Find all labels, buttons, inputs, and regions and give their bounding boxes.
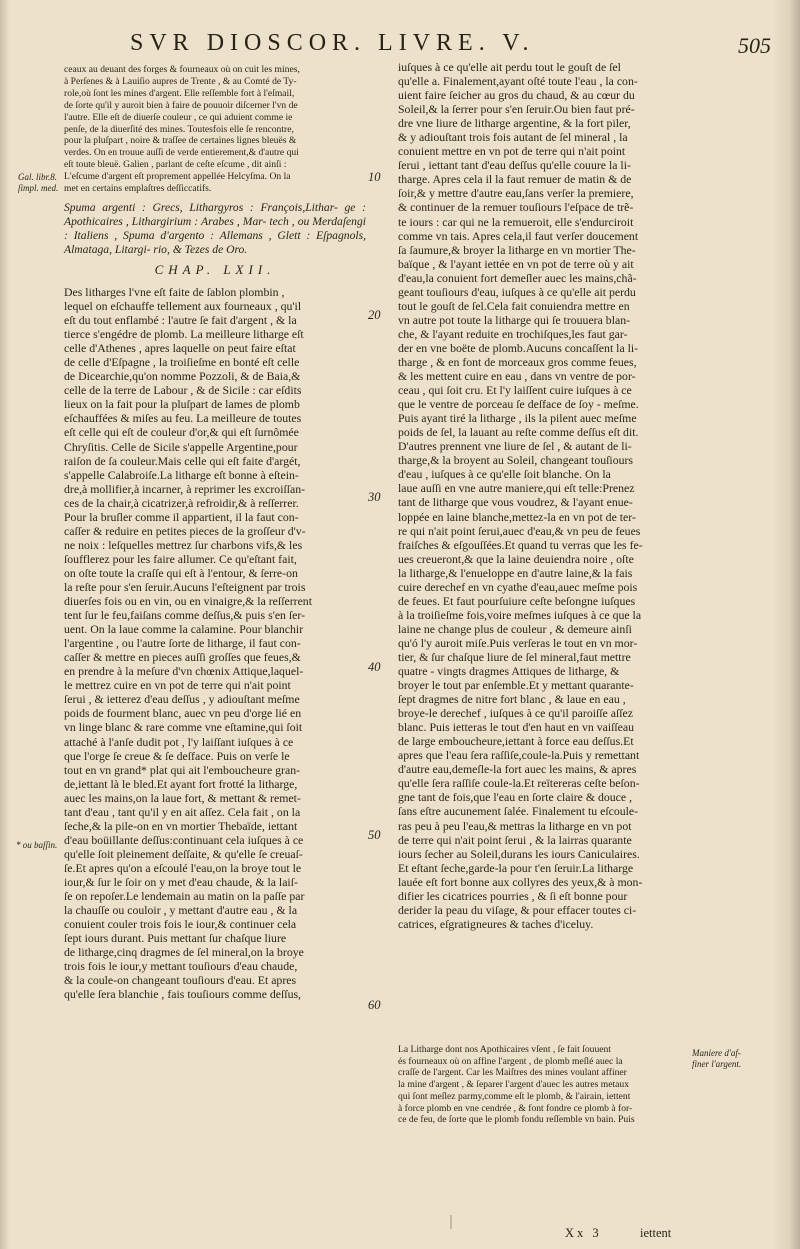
- text-line: & y adiouſtant trois fois autant de ſel mineral , la: [398, 130, 628, 145]
- right-column: [398, 60, 678, 931]
- chapter-body: [64, 285, 366, 1001]
- text-line: raiſon de ſa couleur.Mais celle qui eſt faite d'argét,: [64, 453, 301, 468]
- margin-note-line: finer l'argent.: [692, 1059, 742, 1069]
- text-line: eſt celle qui eſt de couleur d'or,& qui eſt ſurnômée: [64, 425, 299, 440]
- text-line: de,iettant là le bled.Et ayant fort frotté la litharge,: [64, 776, 298, 791]
- text-line: cuire derechef en vn cyathe d'eau,auec meſme pois: [398, 579, 638, 594]
- text-line: ſerui , iettant tant d'eau deſſus qu'elle couure la li-: [398, 158, 631, 173]
- chapter-heading: CHAP. LXII.: [154, 261, 276, 277]
- text-line: de celle d'Eſpagne , la troiſieſme en bonté eſt celle: [64, 355, 300, 370]
- text-line: ce de feu, de ſorte que le plomb fondu reſſemble vn bain. Puis: [398, 1114, 635, 1126]
- line-number: 60: [368, 998, 381, 1012]
- text-line: catrices, eſgratigneures & taches d'iceluy.: [398, 916, 594, 931]
- text-line: fraiſches & eſgouſſées.Et quand tu verras que les fe-: [398, 537, 643, 552]
- text-line: Des litharges l'vne eſt faite de ſablon plombin ,: [64, 285, 285, 300]
- text-line: ſa ſaumure,& broyer la litharge en vn mortier The-: [398, 242, 636, 257]
- margin-note-maniere: [692, 1048, 741, 1070]
- text-line: celle de la terre de Labour , & de Sicile : car eſdits: [64, 383, 302, 398]
- text-line: diuerſes fois ou en vin, ou en vinaigre,& la reſſerrent: [64, 594, 312, 609]
- text-line: & continuer de la remuer touſiours l'eſpace de trẽ-: [398, 200, 634, 215]
- text-line: d'eau boüillante deſſus:continuant cela iuſques à ce: [64, 832, 304, 847]
- text-line: uient faire ſeicher au gros du chaud, & au cœur du: [398, 88, 635, 103]
- text-line: à force plomb en vne cendrée , & font fondre ce plomb à for-: [398, 1102, 633, 1114]
- text-line: der en vne boëte de plomb.Aucuns concaſſent la li-: [398, 340, 639, 355]
- text-line: à Perſenes & à Lauiſio aupres de Trente , & au Comté de Ty-: [64, 75, 297, 87]
- running-title: SVR DIOSCOR. LIVRE. V.: [130, 30, 535, 56]
- line-number: 50: [368, 828, 381, 842]
- text-line: te iours : car qui ne la remueroit, elle s'endurciroit: [398, 214, 634, 229]
- text-line: qu'ó l'y auroit miſe.Puis verſeras le tout en vn mor-: [398, 635, 638, 650]
- text-line: en prendre à la meſure d'vn chœnix Attique,laquel-: [64, 664, 304, 679]
- text-line: & les mettent cuire en eau , dans vn ventre de por-: [398, 369, 636, 384]
- text-line: ſept dragmes de nitre fort blanc , & laue en eau ,: [398, 692, 626, 707]
- text-line: de feues. Et faut pourſuiure ceſte beſongne iuſques: [398, 593, 636, 608]
- catchword: iettent: [640, 1226, 672, 1240]
- paper-mark: [450, 1215, 452, 1229]
- text-line: tier, & ſur chaſque liure de ſel mineral,faut mettre: [398, 649, 631, 664]
- left-column: [64, 64, 366, 1001]
- text-line: celle d'Athenes , apres laquelle on peut faire eſtat: [64, 341, 296, 356]
- margin-note-line: Gal. libr.8.: [18, 172, 58, 182]
- text-line: dre,à mollifier,à incarner, à reprimer les excroiſſan-: [64, 481, 306, 496]
- text-line: ceau , qui ſoit cru. Et l'y laiſſent cuire iuſques à ce: [398, 383, 632, 398]
- text-line: iour,& ſur le ſoir on y met d'eau chaude, & la laiſ-: [64, 874, 298, 889]
- text-line: poids de ſel, la lauant au reſte comme deſſus eſt dit.: [398, 425, 639, 440]
- text-line: de large emboucheure,iettant à force eau deſſus.Et: [398, 734, 634, 749]
- text-line: tant d'eau , tant qu'il y en ait aſſez. Cela fait , on la: [64, 804, 301, 819]
- text-line: lieux on la fait pour la pluſpart de lames de plomb: [64, 397, 300, 412]
- text-line: ues creueront,& que la laine deuiendra noire , oſte: [398, 551, 634, 566]
- text-line: de terre qui n'ait point ſerui , & la lairras quarante: [398, 832, 632, 847]
- text-line: ſe.Et apres qu'on a eſcoulé l'eau,on la broye tout le: [64, 860, 302, 875]
- text-line: broyer le tout par enſemble.Et y mettant quarante-: [398, 678, 634, 693]
- text-line: tierce s'engédre de plomb. La meilleure litharge eſt: [64, 327, 304, 342]
- text-line: quatre - vingts dragmes Attiques de litharge, &: [398, 664, 620, 679]
- margin-note-line: ſimpl. med.: [18, 183, 59, 193]
- text-line: la mine d'argent , & ſeparer l'argent d'auec les autres metaux: [398, 1079, 629, 1091]
- text-line: ces de la chair,à cicatrizer,à refroidir,& à reſſerrer.: [64, 495, 299, 510]
- text-line: caſſer & reduire en petites pieces de la groſſeur d'v-: [64, 523, 306, 538]
- text-line: pour la pluſpart , noire & traſſee de certaines lignes bleuës &: [64, 135, 297, 147]
- text-line: La Litharge dont nos Apothicaires vſent , ſe fait ſouuent: [398, 1044, 611, 1055]
- text-line: vn autre pot toute la litharge qui ſe trouuera blan-: [398, 312, 631, 327]
- text-line: re qui n'ait point ſerui,auec d'eau,& vn peu de feues: [398, 523, 641, 538]
- text-line: le mettrez cuire en vn pot de terre qui n'ait point: [64, 678, 291, 693]
- text-line: qui ſont meſlez parmy,comme eſt le plomb, & l'airain, iettent: [398, 1090, 631, 1102]
- signature-mark: Xx 3: [565, 1226, 602, 1240]
- text-line: ne noix : leſquelles mettrez ſur charbons vifs,& les: [64, 537, 303, 552]
- text-line: ſept iours durant. Puis mettant ſur chaſque liure: [64, 931, 287, 946]
- text-line: ſans eſtre aucunement ſalée. Finalement tu eſcoule-: [398, 804, 639, 819]
- text-line: l'argentine , ou l'autre ſorte de litharge, il faut con-: [64, 636, 301, 651]
- text-line: eſt du tout enflambé : l'autre ſe fait d'argent , & la: [64, 313, 297, 328]
- margin-note-line: Maniere d'af-: [692, 1048, 741, 1058]
- text-line: difier les cicatrices pourries , & ſi eſt bonne pour: [398, 888, 628, 903]
- text-line: dre vne liure de litharge argentine, & la fort piler,: [398, 116, 631, 131]
- text-line: qu'elle a. Finalement,ayant oſté toute l'eau , la con-: [398, 74, 638, 89]
- text-line: de litharge,cinq dragmes de ſel mineral,on la broye: [64, 945, 304, 960]
- text-line: penſe, de la diuerſité des mines. Toutesfois elle ſe rencontre,: [64, 123, 294, 135]
- text-line: tharge , & en font de morceaux gros comme feues,: [398, 354, 637, 369]
- margin-note-galien: [18, 172, 58, 194]
- text-line: d'eau , iuſques à ce qu'elle ſoit blanche. On la: [398, 467, 611, 482]
- margin-note-basin: * ou baſſin.: [16, 840, 58, 850]
- preceding-paragraph: [64, 64, 366, 195]
- line-number: 10: [368, 170, 381, 184]
- text-line: L'eſcume d'argent eſt proprement appellée Helcyſma. On la: [64, 171, 291, 183]
- text-line: és fourneaux où on affine l'argent , de plomb meſlé auec la: [398, 1055, 623, 1067]
- text-line: & la coule-on changeant touſiours d'eau. Et apres: [64, 973, 297, 988]
- text-line: baïque , & l'ayant iettée en vn pot de terre où y ait: [398, 256, 634, 271]
- text-line: tout le gouſt de ſel.Cela fait conuiendra mettre en: [398, 298, 630, 313]
- text-line: qu'elle ſoit pleinement deſſaite, & qu'elle ſe creuaſ-: [64, 846, 303, 861]
- text-line: lequel on eſchauffe tellement aux fourneaux , qu'il: [64, 299, 302, 314]
- text-line: comme vn tais. Apres cela,il faut verſer doucement: [398, 228, 639, 243]
- text-line: auec les mains,on la laue fort, & mettant & remet-: [64, 790, 301, 805]
- text-line: laine ne change plus de couleur , & demeure ainſi: [398, 621, 632, 636]
- synonyms-paragraph: Spuma argenti : Grecs, Lithargyros : François,Lithar- ge : Apothicaires , Lithargirium : Arabes , Mar- tech , ou Merdaſengi : Italiens , Spuma d'argento : Allemans , Glett : Eſpagnols, Almataga, Litargi- rio, & Tezes de Oro.: [64, 200, 366, 256]
- text-line: de ſorte qu'il y auroit bien à faire de pouuoir diſcerner l'vn de: [64, 99, 298, 111]
- text-line: che, & l'ayant reduite en trochiſques,les faut gar-: [398, 326, 628, 341]
- text-line: que l'orge ſe creue & ſe deſface. Puis on verſe le: [64, 748, 290, 763]
- text-line: la litharge,& l'enueloppe en d'autre laine,& la fais: [398, 565, 633, 580]
- text-line: tout en vn grand* plat qui ait l'emboucheure gran-: [64, 762, 301, 777]
- text-line: la reſte pour s'en ſeruir.Aucuns l'eſteignent par trois: [64, 580, 306, 594]
- text-line: conuient mettre en vn pot de terre qui n'ait point: [398, 144, 626, 159]
- text-line: attaché à l'anſe dudit pot , l'y laiſſant iuſques à ce: [64, 734, 294, 749]
- text-line: laue auſſi en vne autre maniere,qui eſt telle:Prenez: [398, 481, 635, 496]
- text-line: derider la peau du viſage, & pour effacer toutes ci-: [398, 902, 637, 917]
- text-line: Chryſitis. Celle de Sicile s'appelle Argentine,pour: [64, 439, 298, 454]
- text-line: broye-le derechef , iuſques à ce qu'il paroiſſe aſſez: [398, 706, 633, 721]
- text-line: que le ventre de porceau ſe deſface de ſoy - meſme.: [398, 397, 639, 412]
- text-line: tharge. Apres cela il la faut remuer de matin & de: [398, 172, 632, 187]
- text-line: tharge,& la broyent au Soleil, changeant touſiours: [398, 453, 634, 468]
- text-line: uent. On la laue comme la calamine. Pour blanchir: [64, 622, 304, 637]
- text-line: qu'elle ſera blanchie , fais touſiours comme deſſus,: [64, 987, 302, 1002]
- text-line: trois fois le iour,y mettant touſiours d'eau chaude,: [64, 959, 298, 974]
- text-line: caſſer & mettre en pieces auſſi groſſes que feues,&: [64, 650, 301, 665]
- text-line: vn linge blanc & rare comme vne eſtamine,qui ſoit: [64, 720, 303, 735]
- text-line: conuient couler trois fois le iour,& continuer cela: [64, 917, 297, 932]
- text-line: iours ſecher au Soleil,durans les iours Caniculaires.: [398, 846, 640, 861]
- text-line: tant de litharge que vous voudrez, & l'ayant enue-: [398, 495, 633, 510]
- text-line: tent ſur le feu,faiſans comme deſſus,& puis s'en ſer-: [64, 608, 306, 623]
- text-line: eſchauffées & miſes au feu. La meilleure de toutes: [64, 411, 302, 426]
- text-line: ſerui , & ietterez d'eau deſſus , y adiouſtant meſme: [64, 692, 300, 707]
- text-line: d'eau,la conuient fort demeſler auec les mains,chã-: [398, 270, 637, 285]
- text-line: d'autre eau,demeſle-la fort auec les mains, & apres: [398, 762, 637, 777]
- text-line: D'autres prennent vne liure de ſel , & autant de li-: [398, 439, 632, 454]
- line-number: 30: [368, 490, 381, 504]
- text-line: gne tant de fois,que l'eau en ſorte claire & douce ,: [398, 790, 633, 805]
- text-line: qu'elle ſera raſſiſe coule-la.Et reïtereras ceſte beſon-: [398, 776, 640, 791]
- text-line: ſeche,& la pile-on en vn mortier Thebaïde, iettant: [64, 818, 298, 833]
- page-number: 505: [738, 33, 771, 58]
- text-line: Puis ayant tiré la litharge , ils la pilent auec meſme: [398, 411, 637, 426]
- text-line: ſoufflerez pour les faire allumer. Ce qu'eſtant fait,: [64, 551, 297, 566]
- text-line: on oſte toute la craſſe qui eſt à l'entour, & ſerre-on: [64, 565, 298, 580]
- text-line: role,où ſont les mines d'argent. Elle reſſemble fort à l'eſmail,: [64, 87, 295, 99]
- text-line: lauée eſt fort bonne aux collyres des yeux,& à mon-: [398, 874, 643, 889]
- text-line: Soleil,& la ſerrer pour s'en ſeruir.Ou bien faut pré-: [398, 102, 635, 117]
- text-line: apres que l'eau ſera raſſiſe,coule-la.Puis y remettant: [398, 748, 640, 763]
- text-line: verdes. On en trouue auſſi de verde entierement,& d'autre qui: [64, 147, 299, 159]
- text-line: iuſques à ce qu'elle ait perdu tout le gouſt de ſel: [398, 60, 621, 74]
- line-number: 40: [368, 660, 381, 674]
- text-line: de Dicearchie,qu'on nomme Pozzoli, & de Baia,&: [64, 369, 301, 384]
- text-line: s'appelle Calabroiſe.La litharge eſt bonne à eſtein-: [64, 467, 299, 482]
- text-line: blanc. Puis ietteras le tout d'en haut en vn vaiſſeau: [398, 720, 635, 735]
- text-line: ceaux au deuant des forges & fourneaux où on cuit les mines,: [64, 64, 300, 75]
- text-line: met en certains emplaſtres deſſiccatifs.: [64, 183, 212, 195]
- annotation-paragraph: [398, 1044, 680, 1126]
- text-line: Et eſtant ſeche,garde-la pour t'en ſeruir.La litharge: [398, 860, 634, 875]
- text-line: l'autre. Elle eſt de diuerſe couleur , ce qui aduient comme ie: [64, 111, 293, 123]
- text-line: poids de fourment blanc, auec vn peu d'orge lié en: [64, 706, 302, 721]
- text-line: à la troiſieſme fois,voire meſmes iuſques à ce que la: [398, 607, 642, 622]
- text-line: Pour la bruſler comme il appartient, il la faut con-: [64, 509, 299, 524]
- page-gutter-shadow: [772, 0, 800, 1249]
- line-number: 20: [368, 308, 381, 322]
- text-line: la chauſſe ou couloir , y mettant d'autre eau , & la: [64, 903, 298, 918]
- text-line: ſoir,& y mettre d'autre eau,ſans verſer la premiere,: [398, 186, 634, 201]
- page-edge: [0, 0, 10, 1249]
- text-line: ras peu à peu l'eau,& mettras la litharge en vn pot: [398, 818, 632, 833]
- text-line: craſſe de l'argent. Car les Maiſtres des mines voulant affiner: [398, 1067, 627, 1079]
- text-line: eſt toute bleuë. Galien , parlant de ceſte eſcume , dit ainſi :: [64, 159, 287, 171]
- text-line: ſe on repoſer.Le lendemain au matin on la paſſe par: [64, 889, 305, 904]
- text-line: loppée en laine blanche,mettez-la en vn pot de ter-: [398, 509, 636, 524]
- text-line: geant touſiours d'eau, iuſques à ce qu'elle ait perdu: [398, 284, 636, 299]
